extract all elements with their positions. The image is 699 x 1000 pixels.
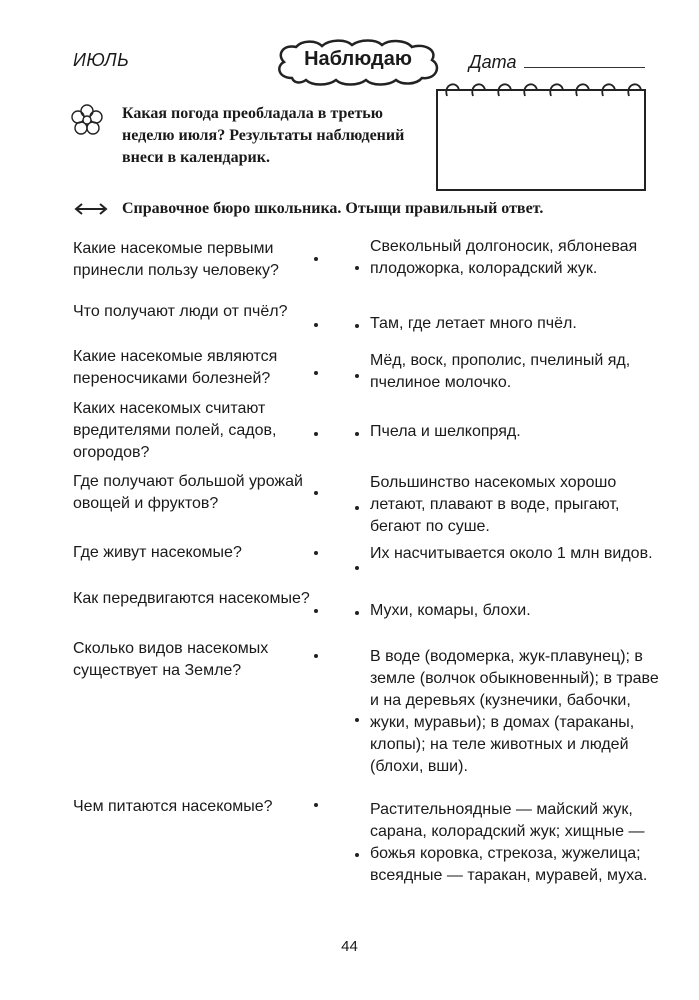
answer-7: Мухи, комары, блохи. [370,602,531,619]
question-dot[interactable] [314,257,318,261]
flower-icon [70,103,104,142]
answer-dot[interactable] [355,266,359,270]
answer-3: Мёд, воск, прополис, пчелиный яд, пчелиное молочко. [370,352,631,391]
mini-calendar [435,80,647,197]
answer-1: Свекольный долгоносик, яблоневая плодожорка, колорадский жук. [370,238,638,277]
question-6: Где живут насекомые? [73,544,242,561]
question-2: Что получают люди от пчёл? [73,303,288,320]
section-badge [272,38,444,86]
question-dot[interactable] [314,432,318,436]
question-dot[interactable] [314,654,318,658]
answer-9: Растительноядные — майский жук, саранa, колорадский жук; хищные — божья коровка, стрекоза, жужелица; всеядные — таракан, муравей, муха. [370,801,648,884]
answer-dot[interactable] [355,374,359,378]
question-dot[interactable] [314,803,318,807]
matching-title: Справочное бюро школьника. Отыщи правильный ответ. [122,200,544,217]
question-dot[interactable] [314,371,318,375]
month-label: ИЮЛЬ [73,50,130,70]
answer-2: Там, где летает много пчёл. [370,315,577,332]
date-label: Дата [469,52,517,72]
question-dot[interactable] [314,491,318,495]
answer-4: Пчела и шелкопряд. [370,423,521,440]
answer-dot[interactable] [355,566,359,570]
answer-5: Большинство насекомых хорошо летают, плавают в воде, прыгают, бегают по суше. [370,474,620,535]
question-1: Какие насекомые первыми принесли пользу человеку? [73,240,279,279]
question-5: Где получают большой урожай овощей и фруктов? [73,473,303,512]
section-title: Наблюдаю [304,48,412,70]
date-line [524,67,645,68]
question-4: Каких насекомых считают вредителями полей, садов, огородов? [73,400,277,461]
question-7: Как передвигаются насекомые? [73,590,310,607]
question-8: Сколько видов насекомых существует на Земле? [73,640,269,679]
question-9: Чем питаются насекомые? [73,798,273,815]
answer-8: В воде (водомерка, жук-плавунец); в земле (волчок обыкновенный); в траве и на деревьях (кузнечики, бабочки, жуки, муравьи); в домах (тараканы, клопы); на теле животных и людей (блохи, вши). [370,648,659,775]
question-3: Какие насекомые являются переносчиками болезней? [73,348,278,387]
answer-dot[interactable] [355,324,359,328]
task-text: Какая погода преобладала в третью неделю июля? Результаты наблюдений внеси в календарик. [122,105,405,166]
answer-dot[interactable] [355,432,359,436]
answer-6: Их насчитывается около 1 млн видов. [370,545,653,562]
question-dot[interactable] [314,609,318,613]
question-dot[interactable] [314,551,318,555]
answer-dot[interactable] [355,506,359,510]
double-arrow-icon [73,202,109,221]
answer-dot[interactable] [355,718,359,722]
answer-dot[interactable] [355,611,359,615]
answer-dot[interactable] [355,853,359,857]
question-dot[interactable] [314,323,318,327]
page-number: 44 [341,938,358,955]
